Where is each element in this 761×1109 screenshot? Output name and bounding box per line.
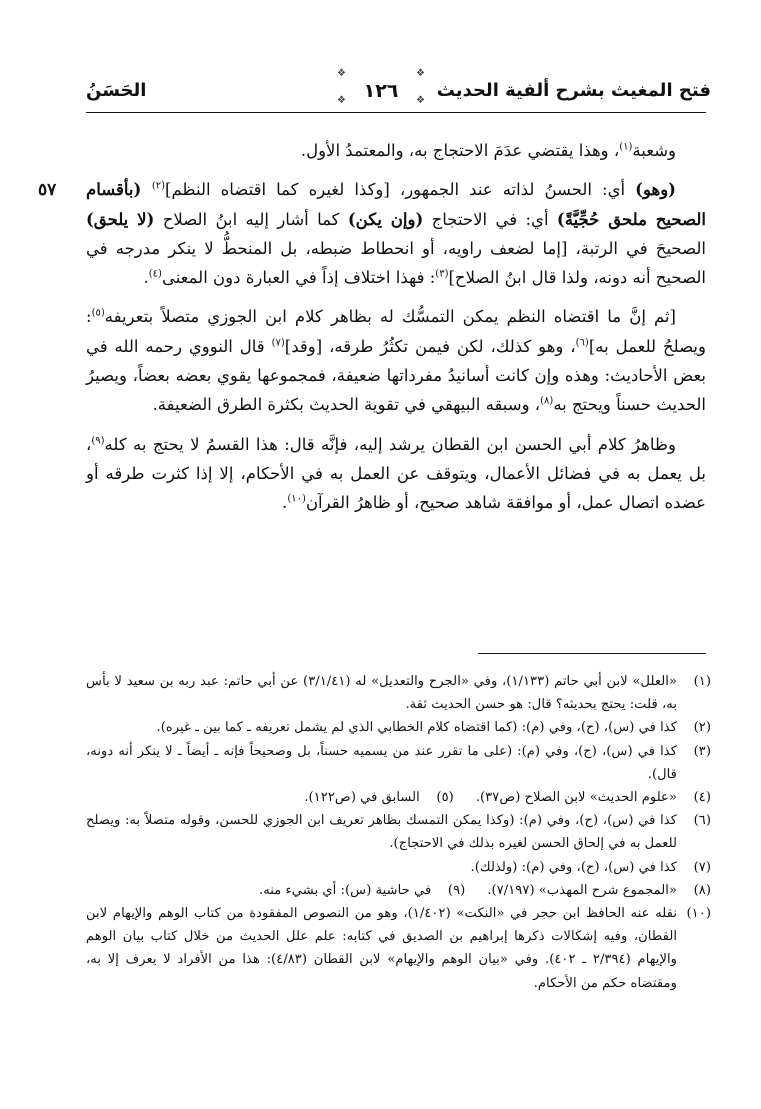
matn-text: (بأقسام الصحيح ملحق حُجِّيَّةً)	[86, 180, 706, 229]
footnote-text: كذا في (س)، (ح)، وفي (م): (كما اقتضاه كلام الخطابي الذي لم يشمل تعريفه ـ كما بين ـ غيره).	[156, 720, 677, 736]
footnote-row	[86, 786, 711, 809]
footnote-text: في حاشية (س): أي بشيء منه.	[259, 882, 432, 898]
ornament-corner-icon: ❖	[337, 95, 346, 106]
footnote-text: «علوم الحديث» لابن الصلاح (ص٣٧).	[475, 790, 677, 806]
footnote-ref: (٩)	[91, 435, 105, 447]
ornament-corner-icon: ❖	[416, 95, 425, 106]
footnote-number: (٩)	[447, 882, 466, 898]
text-run: : ويصلحُ للعمل به]	[86, 307, 706, 356]
footnote-number: (٣)	[693, 743, 711, 759]
footnote	[259, 879, 465, 902]
text-run: كما أشار إليه ابنُ الصلاح	[154, 209, 348, 229]
matn-text: (وهو)	[635, 180, 676, 200]
matn-text: (لا يلحق)	[86, 209, 155, 229]
footnote-row	[86, 879, 711, 902]
footnote-number: (٧)	[693, 859, 711, 875]
footnote-number: (٢)	[693, 720, 711, 736]
footnote	[487, 879, 711, 902]
text-run: [ثم إنَّ ما اقتضاه النظم يمكن التمسُّك له بظاهر كلام ابن الجوزي متصلاً بتعريفه	[104, 307, 676, 327]
text-run: أي: الحسنُ لذاته عند الجمهور، [وكذا لغيره كما اقتضاه النظم]	[165, 180, 636, 200]
paragraph	[86, 175, 706, 292]
text-run: ، وهذا يقتضي عدَمَ الاحتجاج به، والمعتمدُ الأول.	[300, 141, 620, 160]
footnote-text: السابق في (ص١٢٢).	[304, 790, 420, 806]
matn-text: (وإن يكن)	[347, 209, 424, 229]
text-run: ، وهو كذلك، لكن فيمن تكثُرُ طرقه، [وقد]	[284, 336, 576, 356]
footnote-number: (١)	[693, 674, 711, 689]
footnote-number: (٤)	[693, 790, 711, 806]
footnote-ref: (٥)	[91, 307, 105, 319]
footnote	[86, 856, 711, 879]
footnote-text: «العلل» لابن أبي حاتم (١/١٣٣)، وفي «الجرح والتعديل» له (٣/١/٤١) عن أبي حاتم: عبد ربه بن سعيد لا بأس به، قلت: يحتج بحديثه؟ قال: هو حسن الحديث ثقة.	[86, 674, 677, 713]
footnote	[86, 809, 711, 855]
footnote	[86, 670, 711, 716]
footnote-ref: (٤)	[148, 268, 162, 280]
text-run: أي: في الاحتجاج	[423, 209, 557, 229]
footnote-number: (٨)	[693, 882, 711, 898]
paragraph	[86, 136, 706, 165]
text-run: : فهذا اختلاف إذاً في العبارة دون المعنى	[161, 268, 436, 288]
footnote-text: كذا في (س)، (ح)، وفي (م): (وكذا يمكن التمسك بظاهر تعريف ابن الجوزي للحسن، وقوله متصلاً به: ويصلح للعمل به في إلحاق الحسن لغيره بذلك في الاحتجاج).	[86, 813, 677, 852]
footnote	[304, 786, 454, 809]
ornament-corner-icon: ❖	[337, 68, 346, 79]
footnote-number: (٥)	[436, 790, 454, 806]
text-run: وظاهرُ كلام أبي الحسن ابن القطان يرشد إليه، فإنَّه قال: هذا القسمُ لا يحتج به كله	[104, 434, 676, 454]
footnote-ref: (١)	[619, 141, 633, 153]
paragraph	[86, 430, 706, 518]
main-text	[86, 136, 706, 518]
footnote-ref: (٦)	[575, 337, 589, 349]
footnote	[476, 786, 711, 809]
footnote-ref: (٣)	[435, 268, 449, 280]
text-run: قال النووي رحمه الله في بعض الأحاديث: وهذه وإن كانت أسانيدُ مفرداتها ضعيفة، فمجموعها يقوي بعضه بعضاً، ويصيرُ الحديث حسناً ويحتج به	[86, 336, 706, 415]
text-run: وشعبة	[632, 141, 676, 160]
footnote-ref: (١٠)	[287, 493, 306, 505]
footnote-ref: (٨)	[540, 395, 554, 407]
footnote-ref: (٢)	[151, 180, 166, 192]
page-number-ornament	[335, 68, 427, 108]
text-run: .	[282, 493, 288, 513]
footnote-number: (٦)	[693, 813, 711, 829]
footnote-text: «المجموع شرح المهذب» (٧/١٩٧).	[487, 882, 677, 898]
footnote	[86, 716, 711, 739]
text-run: .	[143, 268, 149, 288]
running-header-book-title: فتح المغيث بشرح ألفية الحديث	[436, 80, 711, 101]
ornament-corner-icon: ❖	[416, 68, 425, 79]
footnotes	[86, 670, 711, 995]
paragraph	[86, 302, 706, 419]
footnote-divider	[478, 653, 706, 654]
footnote-text: كذا في (س)، (ح)، وفي (م): (على ما تقرر عند من يسميه حسناً، بل وصحيحاً فإنه ـ أيضاً ـ لا ينكر أنه دونه، قال).	[86, 743, 677, 782]
text-run: ، وسبقه البيهقي في تقوية الحديث بكثرة الطرق الضعيفة.	[152, 395, 541, 415]
text-run: ، بل يعمل به في فضائل الأعمال، ويتوقف عن العمل به في الأحكام، إلا إذا كثرت طرقه أو عضده اتصال عمل، أو موافقة شاهد صحيح، أو ظاهرُ القرآن	[86, 434, 706, 513]
footnote-ref: (٧)	[271, 337, 285, 349]
footnote	[86, 740, 711, 786]
running-header-chapter: الحَسَنُ	[86, 80, 147, 101]
page-number: ١٢٦	[363, 80, 399, 102]
margin-number: ٥٧	[38, 180, 57, 200]
footnote-text: نقله عنه الحافظ ابن حجر في «النكت» (١/٤٠٢)، وهو من النصوص المفقودة من كتاب الوهم والإيهام لابن القطان، وفيه إشكالات ذكرها إبراهيم بن الصديق في كتابه: علم علل الحديث من خلال كتاب بيان الوهم والإيهام (٢/٣٩٤ ـ ٤٠٢). وفي «بيان الوهم والإيهام» لابن القطان (٤/٨٣): هذا من الأفراد لا يعرف إلا به، ومقتضاه حكم من الأحكام.	[86, 906, 678, 991]
footnote-text: كذا في (س)، (ح)، وفي (م): (ولذلك).	[470, 859, 677, 875]
header-divider	[86, 112, 706, 113]
footnote-number: (١٠)	[686, 906, 711, 922]
text-run: الصحيحَ في الرتبة، [إما لضعف راويه، أو انحطاط ضبطه، بل المنحطُّ لا ينكر مدرجه في الصحيح أنه دونه، ولذا قال ابنُ الصلاح]	[86, 238, 706, 288]
footnote	[86, 902, 711, 995]
